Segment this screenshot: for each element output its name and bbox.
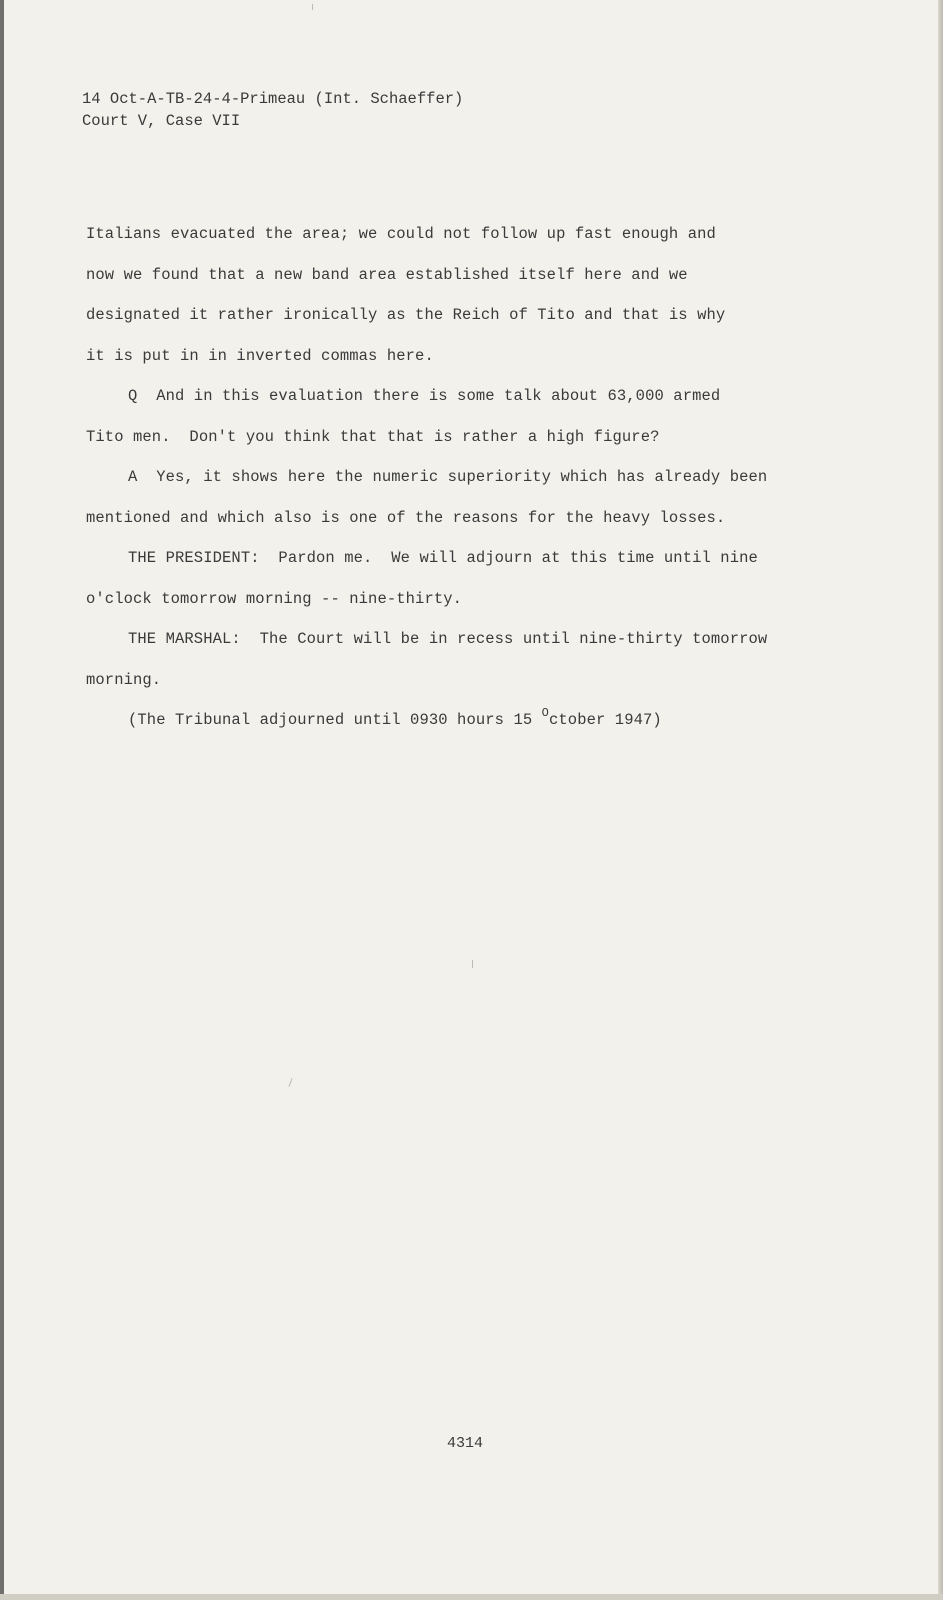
paper-speck: [288, 1078, 292, 1087]
paper-speck: [472, 960, 473, 968]
adjournment-note: [86, 700, 846, 742]
president-line: THE PRESIDENT: Pardon me. We will adjourn at this time until nine: [128, 549, 758, 567]
text-line: now we found that a new band area established itself here and we: [86, 265, 688, 284]
header-court-line: Court V, Case VII: [82, 112, 241, 130]
text-line: Italians evacuated the area; we could not follow up fast enough and: [86, 225, 716, 243]
text-line: o'clock tomorrow morning -- nine-thirty.: [86, 589, 463, 608]
adjournment-text-start: (The Tribunal adjourned until 0930 hours 15: [128, 711, 542, 729]
header-reference-line: 14 Oct-A-TB-24-4-Primeau (Int. Schaeffer): [82, 90, 464, 108]
handwritten-correction: O: [541, 706, 549, 720]
text-line: designated it rather ironically as the Reich of Tito and that is why: [86, 306, 726, 324]
scan-edge-left: [0, 0, 4, 1600]
text-line: it is put in in inverted commas here.: [86, 346, 434, 365]
text-line: Tito men. Don't you think that that is rather a high figure?: [86, 427, 660, 446]
text-line: morning.: [86, 670, 162, 689]
page-number: 4314: [447, 1435, 484, 1452]
transcript-body: [86, 214, 846, 742]
adjournment-text-end: ctober 1947): [548, 711, 662, 729]
page-header: [82, 88, 463, 132]
scan-edge-bottom: [0, 1594, 943, 1600]
question-line: Q And in this evaluation there is some talk about 63,000 armed: [128, 387, 721, 405]
marshal-line: THE MARSHAL: The Court will be in recess until nine-thirty tomorrow: [128, 630, 768, 648]
text-line: mentioned and which also is one of the reasons for the heavy losses.: [86, 508, 726, 527]
answer-line: A Yes, it shows here the numeric superiority which has already been: [128, 468, 768, 486]
scan-edge-right: [938, 0, 943, 1600]
paper-speck: [312, 4, 313, 10]
